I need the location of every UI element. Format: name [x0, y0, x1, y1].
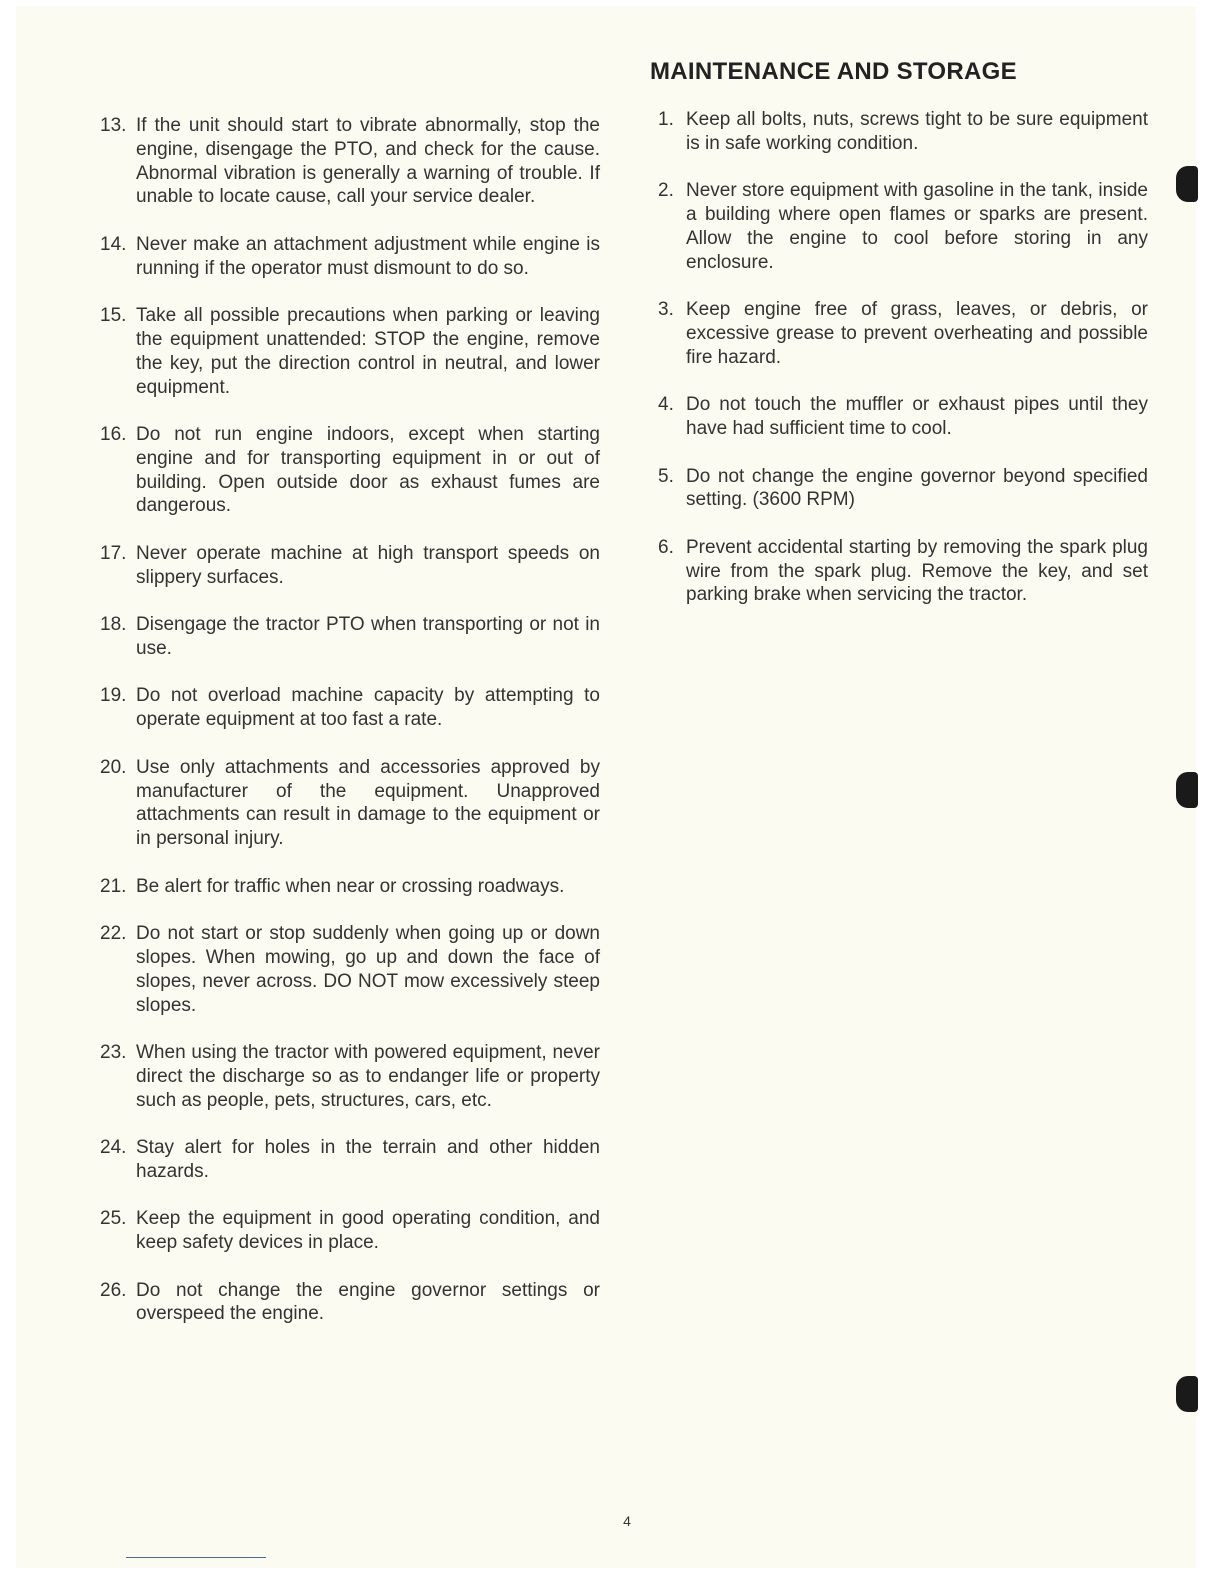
item-text: Never store equipment with gasoline in the tank, inside a building where open flames or sparks are present. Allow the engine to cool before storing in any enclosure.	[686, 180, 1148, 273]
list-item	[100, 1136, 600, 1184]
section-heading: MAINTENANCE AND STORAGE	[650, 58, 1017, 85]
divider-line	[126, 1557, 266, 1558]
list-item	[648, 536, 1148, 607]
item-text: When using the tractor with powered equipment, never direct the discharge so as to endanger life or property such as people, pets, structures, cars, etc.	[136, 1041, 600, 1111]
item-number: 25.	[100, 1208, 127, 1230]
list-item	[100, 684, 600, 732]
item-number: 13.	[100, 115, 127, 136]
maintenance-list	[648, 108, 1148, 607]
list-item	[100, 233, 600, 281]
item-text: Disengage the tractor PTO when transporting or not in use.	[136, 614, 600, 659]
list-item	[648, 298, 1148, 369]
list-item	[100, 1279, 600, 1327]
list-item	[100, 1041, 600, 1112]
list-item	[100, 875, 600, 899]
item-text: Use only attachments and accessories approved by manufacturer of the equipment. Unapproved attachments can result in damage to the equipment or in personal injury.	[136, 756, 600, 850]
item-text: Do not run engine indoors, except when starting engine and for transporting equipment in or out of building. Open outside door as exhaust fumes are dangerous.	[136, 424, 600, 517]
item-number: 20.	[100, 756, 127, 778]
list-item	[100, 1207, 600, 1255]
item-text: Keep all bolts, nuts, screws tight to be sure equipment is in safe working condition.	[686, 109, 1148, 154]
item-number	[648, 536, 686, 607]
list-item	[648, 108, 1148, 156]
item-text: Do not change the engine governor settings or overspeed the engine.	[136, 1279, 600, 1325]
item-number	[648, 393, 686, 441]
item-number: 22.	[100, 923, 127, 945]
list-item	[100, 114, 600, 209]
item-number	[648, 465, 686, 513]
binder-hole	[1176, 166, 1198, 202]
item-number: 16.	[100, 424, 127, 446]
list-item	[648, 393, 1148, 441]
list-item	[100, 613, 600, 661]
item-text: Keep the equipment in good operating condition, and keep safety devices in place.	[136, 1208, 600, 1254]
binder-hole	[1176, 772, 1198, 808]
list-item	[100, 756, 600, 851]
item-text: If the unit should start to vibrate abnormally, stop the engine, disengage the PTO, and check for the cause. Abnormal vibration is generally a warning of trouble. If unable to locate cause, call your service dealer.	[136, 115, 600, 208]
item-text: Never operate machine at high transport speeds on slippery surfaces.	[136, 542, 600, 588]
item-number: 26.	[100, 1279, 127, 1301]
item-text: Keep engine free of grass, leaves, or debris, or excessive grease to prevent overheating and possible fire hazard.	[686, 299, 1148, 368]
list-item	[100, 304, 600, 399]
item-number: 14.	[100, 233, 127, 255]
item-number-text: 6.	[658, 536, 674, 558]
item-number	[648, 179, 686, 274]
item-number: 24.	[100, 1137, 127, 1159]
item-number-text: 5.	[658, 465, 674, 487]
item-number-text: 1.	[658, 109, 674, 130]
item-text: Stay alert for holes in the terrain and other hidden hazards.	[136, 1137, 600, 1182]
item-text: Never make an attachment adjustment while engine is running if the operator must dismount to do so.	[136, 233, 600, 279]
list-item	[100, 542, 600, 590]
safety-rules-list	[100, 114, 600, 1350]
item-number: 15.	[100, 305, 127, 327]
item-text: Take all possible precautions when parking or leaving the equipment unattended: STOP the engine, remove the key, put the direction control in neutral, and lower equipment.	[136, 305, 600, 398]
item-number: 17.	[100, 542, 127, 564]
list-item	[648, 179, 1148, 274]
item-number: 23.	[100, 1041, 127, 1063]
item-text: Be alert for traffic when near or crossing roadways.	[136, 875, 565, 897]
list-item	[100, 423, 600, 518]
item-number: 18.	[100, 614, 127, 636]
item-number: 19.	[100, 685, 127, 707]
list-item	[648, 465, 1148, 513]
binder-hole	[1176, 1376, 1198, 1412]
item-number-text: 2.	[658, 180, 674, 202]
page-number: 4	[623, 1513, 631, 1529]
item-text: Prevent accidental starting by removing the spark plug wire from the spark plug. Remove the key, and set parking brake when servicing the tractor.	[686, 536, 1148, 606]
maintenance-section	[648, 57, 1148, 631]
item-number-text: 3.	[658, 299, 674, 321]
item-number	[648, 298, 686, 369]
item-text: Do not overload machine capacity by attempting to operate equipment at too fast a rate.	[136, 685, 600, 731]
item-number-text: 4.	[658, 394, 674, 416]
item-text: Do not change the engine governor beyond specified setting. (3600 RPM)	[686, 465, 1148, 511]
item-text: Do not start or stop suddenly when going up or down slopes. When mowing, go up and down the face of slopes, never across. DO NOT mow excessively steep slopes.	[136, 923, 600, 1016]
item-number	[648, 108, 686, 156]
item-number: 21.	[100, 875, 127, 897]
item-text: Do not touch the muffler or exhaust pipes until they have had sufficient time to cool.	[686, 394, 1148, 440]
list-item	[100, 922, 600, 1017]
